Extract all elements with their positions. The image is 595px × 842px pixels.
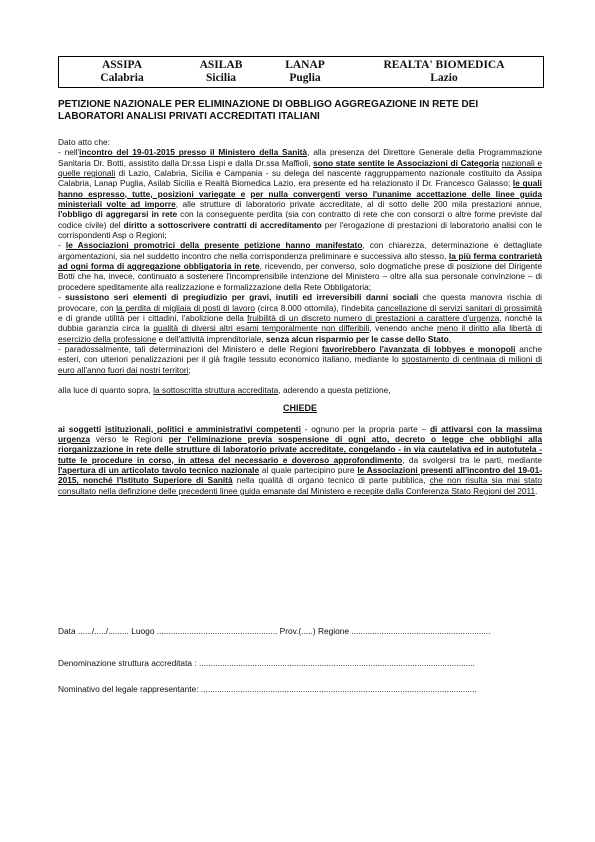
org-assipa: ASSIPA Calabria [100,59,144,84]
org-lanap: LANAP Puglia [285,59,325,84]
legale-rappresentante-field[interactable]: Nominativo del legale rappresentante: ....................................................................................................................... [58,684,477,694]
paragraph-associazioni: - le Associazioni promotrici della presente petizione hanno manifestato, con chiarezza, determinazione e dettagliate argomentazioni, sia nel suddetto incontro che nella corrispondenza preliminare e successiva allo stesso, la più ferma contrarietà ad ogni forma di aggregazione obbligatoria in rete, ricevendo, per converso, solo dogmatiche prese di posizione del Dirigente Botti che ha, invece, continuato a sostenere l'incomprensibile intenzione del Ministero – oltre alla sua personale convinzione – di procedere speditamente alla realizzazione e formalizzazione della Rete Obbligatoria; [58,240,542,292]
paragraph-lobbyes: - paradossalmente, tali determinazioni del Ministero e delle Regioni favorirebbero l'avanzata di lobbyes e monopoli anche esteri, con ulteriori penalizzazioni per il già fragile tessuto economico italiano, mediante lo spostamento di centinaia di milioni di euro all'anno fuori dai nostri territori; [58,343,542,375]
org-realta-biomedica: REALTA' BIOMEDICA Lazio [383,59,505,84]
header-box [58,56,544,88]
paragraph-richiesta: ai soggetti istituzionali, politici e amministrativi competenti - ognuno per la propria parte – di attivarsi con la massima urgenza verso le Regioni per l'eliminazione previa sospensione di ogni atto, decreto o legge che obblighi alla riorganizzazione in rete delle strutture di laboratorio private accreditate, congelando - in via cautelativa ed in autotutela - tutte le procedure in corso, in attesa del necessario e doveroso approfondimento, da svolgersi tra le parti, mediante l'apertura di un articolato tavolo tecnico nazionale al quale partecipino pure le Associazioni presenti all'incontro del 19-01-2015, nonché l'Istituto Superiore di Sanità nella qualità di organo tecnico di parte pubblica, che non risulta sia mai stato consultato nella definzione delle precedenti linee guida emanate dal Ministero e recepite dalla Conferenza Stato Regioni del 2011. [58,423,542,496]
org-asilab: ASILAB Sicilia [199,59,243,84]
paragraph-alla-luce: alla luce di quanto sopra, la sottoscritta struttura accreditata, aderendo a questa petizione, [58,384,391,395]
intro-line: Dato atto che: [58,137,110,147]
paragraph-incontro: - nell'incontro del 19-01-2015 presso il Ministero della Sanità, alla presenza del Direttore Generale della Programmazione Sanitaria Dr. Botti, assistito dalla Dr.ssa Lispi e dalla Dr.ssa Maffioli, sono state sentite le Associazioni di Categoria nazionali e quelle regionali di Lazio, Calabria, Sicilia e Campania - su delega del nascente raggruppamento nazionale costituito da Assipa Calabria, Lanap Puglia, Asilab Sicilia e Realtà Biomedica Lazio, era presente ed ha relazionato il Dr. Francesco Galasso; le quali hanno espresso, tutte, posizioni variegate e per nulla convergenti verso l'unanime accettazione delle linee guida ministeriali volte ad imporre, alle strutture di laboratorio private accreditate, al di sotto delle 200 mila prestazioni annue, l'obbligo di aggregarsi in rete con la conseguente perdita (sia con contratto di rete che con consorzi o altre forme previste dal codice civile) del diritto a sottoscrivere contratti di accreditamento per l'erogazione di prestazioni di laboratorio analisi con le corrispondenti Asp o Regioni; [58,147,543,241]
chiede-heading: CHIEDE [282,403,317,414]
data-luogo-field[interactable]: Data ....../...../......... Luogo .................................................... Prov.(.....) Regione ............................................................ [58,626,491,636]
document-title: PETIZIONE NAZIONALE PER ELIMINAZIONE DI OBBLIGO AGGREGAZIONE IN RETE DEI LABORATORI ANALISI PRIVATI ACCREDITATI ITALIANI [58,99,479,122]
denominazione-field[interactable]: Denominazione struttura accreditata : ....................................................................................................................... [58,658,475,668]
paragraph-pregiudizio: - sussistono seri elementi di pregiudizio per gravi, inutili ed irreversibili danni sociali che questa manovra rischia di provocare, con la perdita di migliaia di posti di lavoro (circa 8.000 ottomila), l'indebita cancellazione di servizi sanitari di prossimità e di grande utilità per i cittadini, l'abolizione della fruibilità di un discreto numero di prestazioni a carattere d'urgenza, nonché la dubbia garanzia circa la qualità di diversi altri esami temporalmente non differibili, venendo anche meno il diritto alla libertà di esercizio della professione e dell'attività imprenditoriale, senza alcun risparmio per le casse dello Stato, [58,292,543,344]
petition-body [58,137,542,496]
